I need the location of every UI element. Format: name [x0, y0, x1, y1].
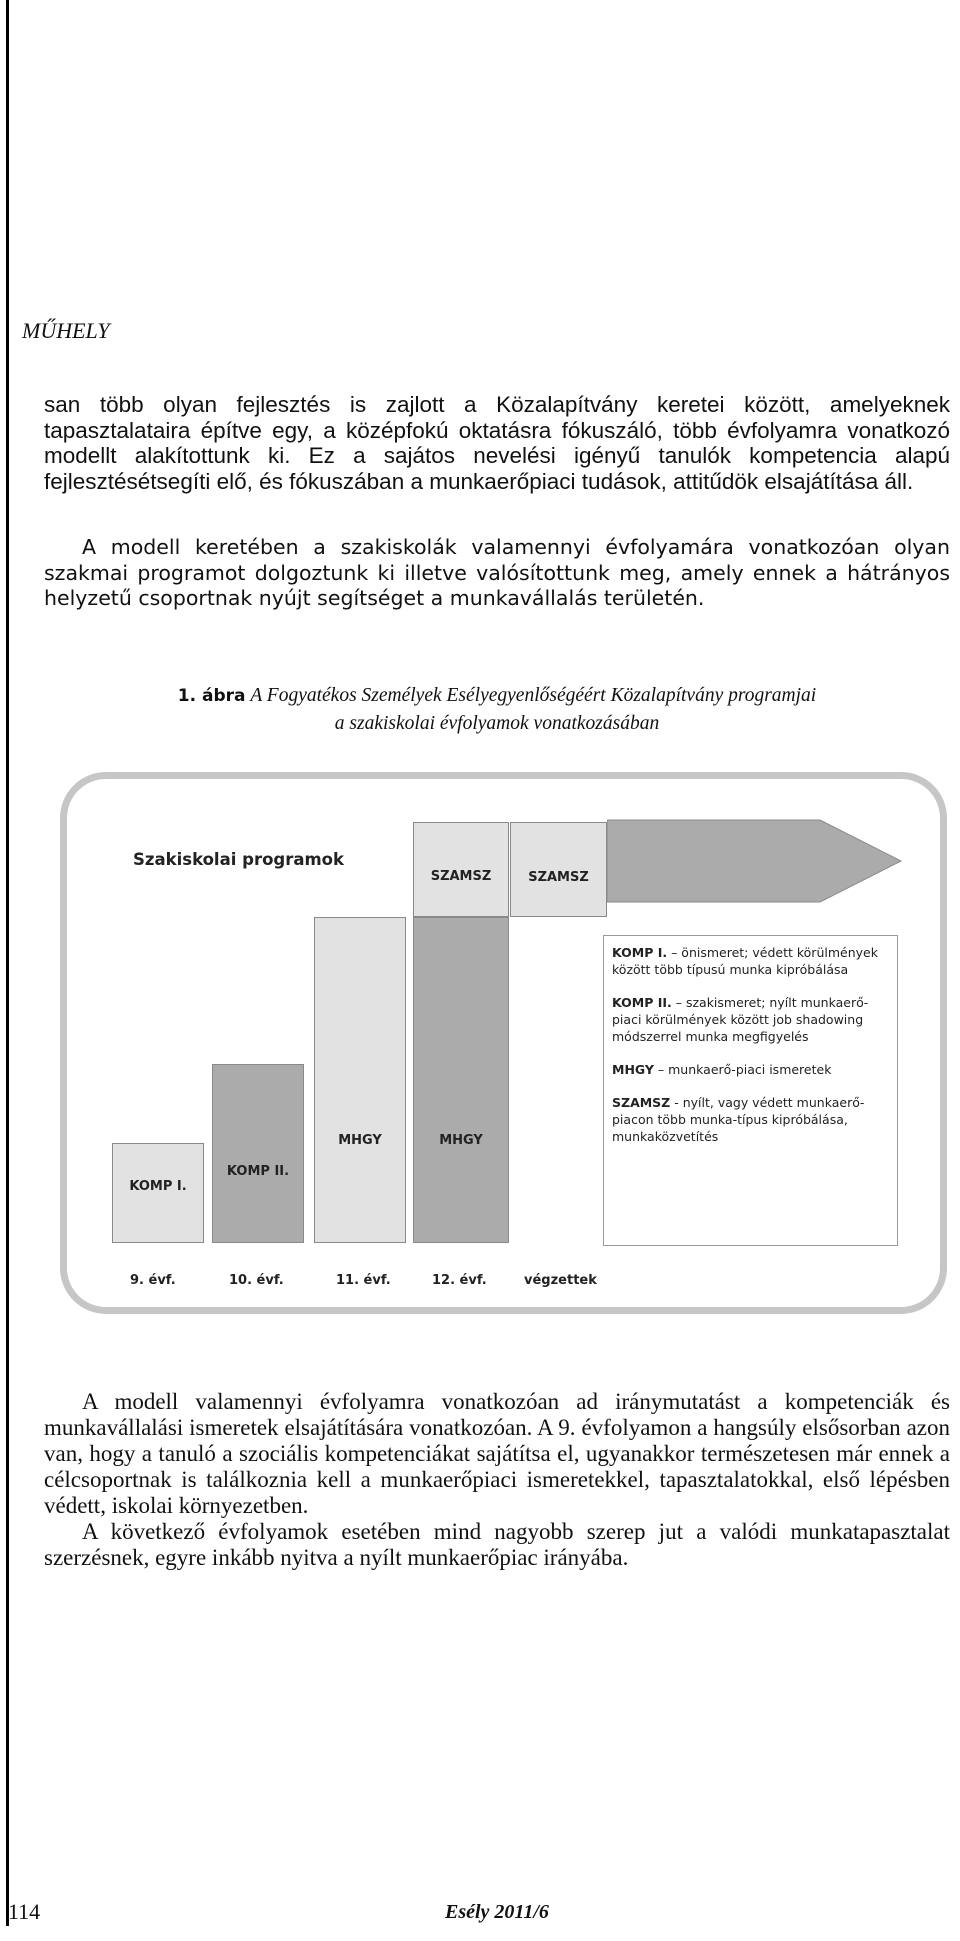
paragraph-3: A modell valamennyi évfolyamra vonatkozóan ad iránymutatást a kompetenciák és munkavállalási ismeretek elsajátítására vonatkozóan. A 9. évfolyamon a hangsúly elsősorban azon van, hogy a tanuló a szociális kompetenciákat sajátítsa el, ugyanakkor természetesen már ennek a célcsoportnak is találkoznia kell a munkaerőpiaci ismeretekkel, tapasztalatokkal, első lépésben védett, iskolai környezetben. — [44, 1389, 950, 1518]
x-label-9: 9. évf. — [130, 1273, 176, 1288]
bar-szamsz-12-label: SZAMSZ — [430, 869, 492, 884]
x-label-10: 10. évf. — [229, 1273, 284, 1288]
margin-rule — [6, 0, 9, 1926]
section-label: MŰHELY — [22, 318, 110, 343]
bar-komp-1 — [112, 1143, 204, 1243]
bar-szamsz-12 — [413, 822, 509, 917]
bar-mhgy-12-label: MHGY — [439, 1133, 483, 1148]
legend-item-komp-2: KOMP II. – szakismeret; nyílt munkaerő-piaci körülmények között job shadowing módszerrel munka megfigyelés — [612, 995, 869, 1044]
figure-caption-line-2: a szakiskolai évfolyamok vonatkozásában — [334, 713, 660, 734]
bar-mhgy-11 — [314, 917, 406, 1243]
bar-szamsz-13-label: SZAMSZ — [528, 870, 589, 885]
figure-number: 1. ábra — [177, 686, 246, 706]
journal-footer: Esély 2011/6 — [445, 1901, 549, 1923]
paragraph-4: A következő évfolyamok esetében mind nagyobb szerep jut a valódi munkatapasztalat szerzésnek, egyre inkább nyitva a nyílt munkaerőpiac irányába. — [44, 1519, 950, 1570]
bar-komp-2 — [212, 1064, 304, 1243]
body-text-after-figure — [44, 1389, 950, 1571]
figure-caption-line-1: A Fogyatékos Személyek Esélyegyenlőségéért Közalapítvány programjai — [250, 685, 817, 706]
bar-mhgy-11-label: MHGY — [338, 1133, 382, 1148]
figure-caption — [44, 682, 950, 737]
x-label-11: 11. évf. — [336, 1273, 391, 1288]
legend-item-mhgy: MHGY – munkaerő-piaci ismeretek — [612, 1062, 832, 1077]
arrow-shape — [607, 817, 904, 905]
paragraph-2: A modell keretében a szakiskolák valamennyi évfolyamára vonatkozóan olyan szakmai programot dolgoztunk ki illetve valósítottunk meg, amely ennek a hátrányos helyzetű csoportnak nyújt segítséget a munkavállalás területén. — [44, 535, 950, 610]
x-label-12: 12. évf. — [432, 1273, 487, 1288]
bar-komp-1-label: KOMP I. — [129, 1179, 187, 1194]
bar-komp-2-label: KOMP II. — [226, 1164, 290, 1179]
paragraph-1: san több olyan fejlesztés is zajlott a Közalapítvány keretei között, amelyeknek tapasztalataira építve egy, a középfokú oktatásra fókuszáló, több évfolyamra vonatkozó modellt alakítottunk ki. Ez a sajátos nevelési igényű tanulók kompetencia alapú fejlesztésétsegíti elő, és fókuszában a munkaerőpiaci tudások, attitűdök elsajátítása áll. — [44, 392, 950, 494]
figure-title: Szakiskolai programok — [133, 850, 344, 869]
page-number: 114 — [8, 1899, 41, 1924]
legend-item-szamsz: SZAMSZ - nyílt, vagy védett munkaerő-piacon több munka-típus kipróbálása, munkaközvetítés — [612, 1095, 865, 1144]
x-label-vegzettek: végzettek — [524, 1273, 597, 1288]
legend-item-komp-1: KOMP I. – önismeret; védett körülmények között több típusú munka kipróbálása — [612, 945, 878, 977]
bar-mhgy-12 — [413, 917, 509, 1243]
legend-box — [603, 935, 898, 1246]
bar-szamsz-13 — [510, 822, 607, 917]
